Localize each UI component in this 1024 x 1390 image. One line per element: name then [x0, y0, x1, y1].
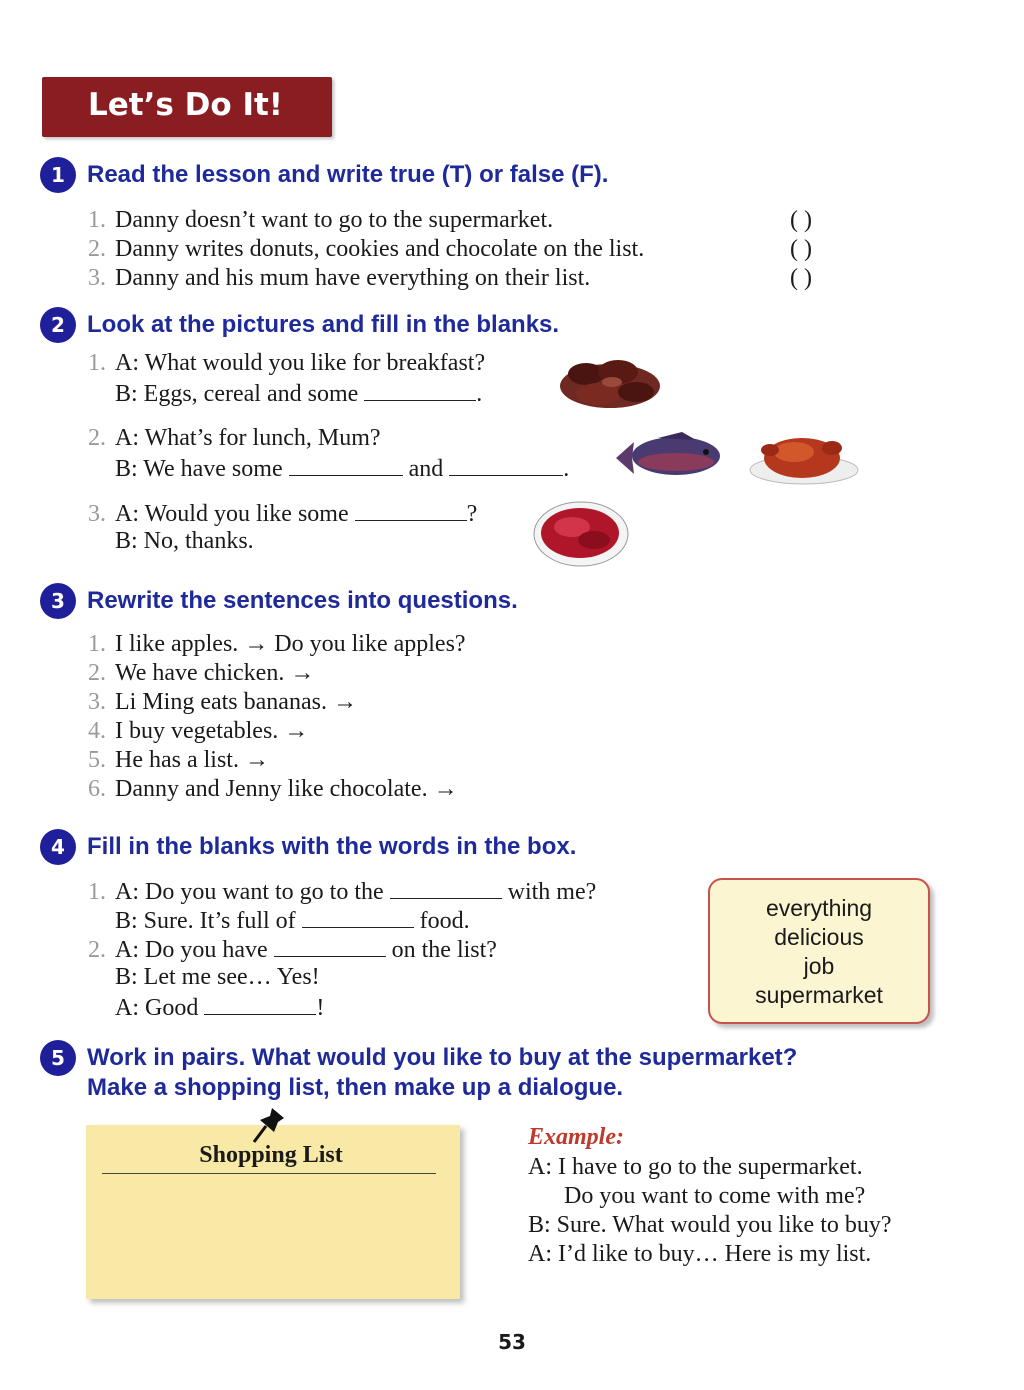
s2-q1-line-a [88, 349, 485, 378]
s2-q2-number: 2. [88, 425, 106, 451]
page-number: 53 [498, 1330, 526, 1354]
s1-answer-paren-2: ( ) [790, 236, 812, 262]
s3-item-5 [88, 746, 269, 775]
s3-item-5-text: He has a list. → [115, 747, 269, 773]
s2-q1-answer: B: Eggs, cereal and some [115, 381, 359, 407]
word-delicious: delicious [774, 924, 864, 950]
s2-q1-line-b [88, 378, 482, 409]
s4-blank-1[interactable] [390, 876, 502, 899]
meat-plate-picture-icon [532, 500, 630, 568]
s4-line-5-text-b: ! [316, 995, 325, 1021]
pushpin-icon [250, 1106, 290, 1146]
s3-item-3-text: Li Ming eats bananas. → [115, 689, 357, 715]
s4-line-4 [88, 963, 320, 992]
example-label: Example: [528, 1124, 624, 1150]
s4-line-1-text-a: A: Do you want to go to the [115, 879, 384, 905]
s1-item-1 [88, 206, 553, 235]
s4-line-3-text-a: A: Do you have [115, 937, 268, 963]
s3-item-1-text: I like apples. → Do you like apples? [115, 631, 466, 657]
s2-q2-blank-1[interactable] [289, 453, 403, 476]
s2-q3-blank[interactable] [355, 498, 467, 521]
s4-line-5-text-a: A: Good [115, 995, 199, 1021]
shopping-list-rule [102, 1173, 436, 1174]
s2-q2-end: . [563, 456, 570, 482]
s2-q3-end: ? [466, 501, 478, 527]
section-3-number: 3 [40, 583, 76, 619]
s4-line-2-text-a: B: Sure. It’s full of [115, 908, 296, 934]
s1-item-2-number: 2. [88, 236, 106, 262]
s3-item-6 [88, 775, 458, 804]
s3-item-3-number: 3. [88, 689, 106, 715]
s1-item-1-number: 1. [88, 207, 106, 233]
s2-q2-line-a [88, 424, 381, 453]
s3-item-4-number: 4. [88, 718, 106, 744]
section-1-number: 1 [40, 157, 76, 193]
s1-item-2-text: Danny writes donuts, cookies and chocolate on the list. [115, 236, 645, 262]
s2-q3-number: 3. [88, 501, 106, 527]
word-job: job [803, 953, 835, 979]
s4-q2-number: 2. [88, 937, 106, 963]
s4-line-4-text: B: Let me see… Yes! [115, 964, 320, 990]
section-5-title-line-1: Work in pairs. What would you like to buy at the supermarket? [87, 1044, 798, 1071]
s3-item-2-number: 2. [88, 660, 106, 686]
s2-q3-question: A: Would you like some [115, 501, 349, 527]
section-1-title: Read the lesson and write true (T) or false (F). [87, 161, 609, 188]
s3-item-3 [88, 688, 357, 717]
fish-picture-icon [612, 428, 722, 484]
s3-item-1 [88, 630, 466, 659]
s4-blank-2[interactable] [302, 905, 414, 928]
s2-q1-number: 1. [88, 350, 106, 376]
section-2-title: Look at the pictures and fill in the blanks. [87, 311, 560, 338]
s1-item-3 [88, 264, 590, 293]
s4-line-3-text-b: on the list? [391, 937, 497, 963]
s4-line-1 [88, 876, 596, 907]
s2-q2-answer: B: We have some [115, 456, 283, 482]
s3-item-5-number: 5. [88, 747, 106, 773]
section-5-title-line-2: Make a shopping list, then make up a dialogue. [87, 1074, 624, 1101]
lets-do-it-banner [42, 77, 332, 137]
s2-q3-line-a [88, 498, 477, 529]
s3-item-1-number: 1. [88, 631, 106, 657]
s4-blank-4[interactable] [204, 992, 316, 1015]
s1-item-3-number: 3. [88, 265, 106, 291]
section-4-title: Fill in the blanks with the words in the box. [87, 833, 577, 860]
s2-q2-blank-2[interactable] [449, 453, 563, 476]
s4-line-1-text-b: with me? [507, 879, 597, 905]
s3-item-6-number: 6. [88, 776, 106, 802]
s2-q3-answer: B: No, thanks. [115, 528, 254, 554]
shopping-list-note [86, 1125, 460, 1299]
sausages-picture-icon [558, 352, 664, 412]
s4-line-5 [88, 992, 324, 1023]
word-box [708, 878, 930, 1024]
s4-line-2-text-b: food. [419, 908, 470, 934]
section-3-title: Rewrite the sentences into questions. [87, 587, 518, 614]
section-5-number: 5 [40, 1040, 76, 1076]
s4-q1-number: 1. [88, 879, 106, 905]
s2-q1-blank[interactable] [364, 378, 476, 401]
example-line-2: Do you want to come with me? [564, 1183, 866, 1209]
shopping-list-title: Shopping List [199, 1142, 343, 1168]
s2-q3-line-b [88, 527, 254, 556]
s3-item-2-text: We have chicken. → [115, 660, 315, 686]
example-line-3: B: Sure. What would you like to buy? [528, 1212, 892, 1238]
s3-item-4 [88, 717, 308, 746]
s1-item-1-text: Danny doesn’t want to go to the supermarket. [115, 207, 554, 233]
s4-line-3 [88, 934, 497, 965]
example-line-1: A: I have to go to the supermarket. [528, 1154, 863, 1180]
s2-q2-line-b [88, 453, 569, 484]
word-supermarket: supermarket [755, 982, 883, 1008]
s2-q2-question: A: What’s for lunch, Mum? [115, 425, 381, 451]
banner-title: Let’s Do It! [88, 87, 283, 123]
s3-item-2 [88, 659, 314, 688]
s2-q1-end: . [476, 381, 483, 407]
roast-chicken-picture-icon [748, 428, 860, 488]
section-4-number: 4 [40, 829, 76, 865]
s3-item-4-text: I buy vegetables. → [115, 718, 309, 744]
example-line-4: A: I’d like to buy… Here is my list. [528, 1241, 872, 1267]
section-2-number: 2 [40, 307, 76, 343]
s1-answer-paren-3: ( ) [790, 265, 812, 291]
s1-item-2 [88, 235, 644, 264]
word-everything: everything [765, 895, 873, 921]
s1-item-3-text: Danny and his mum have everything on their list. [115, 265, 591, 291]
s4-blank-3[interactable] [274, 934, 386, 957]
s2-q1-question: A: What would you like for breakfast? [115, 350, 486, 376]
s3-item-6-text: Danny and Jenny like chocolate. → [115, 776, 458, 802]
s1-answer-paren-1: ( ) [790, 207, 812, 233]
s2-q2-and: and [408, 456, 444, 482]
s4-line-2 [88, 905, 470, 936]
